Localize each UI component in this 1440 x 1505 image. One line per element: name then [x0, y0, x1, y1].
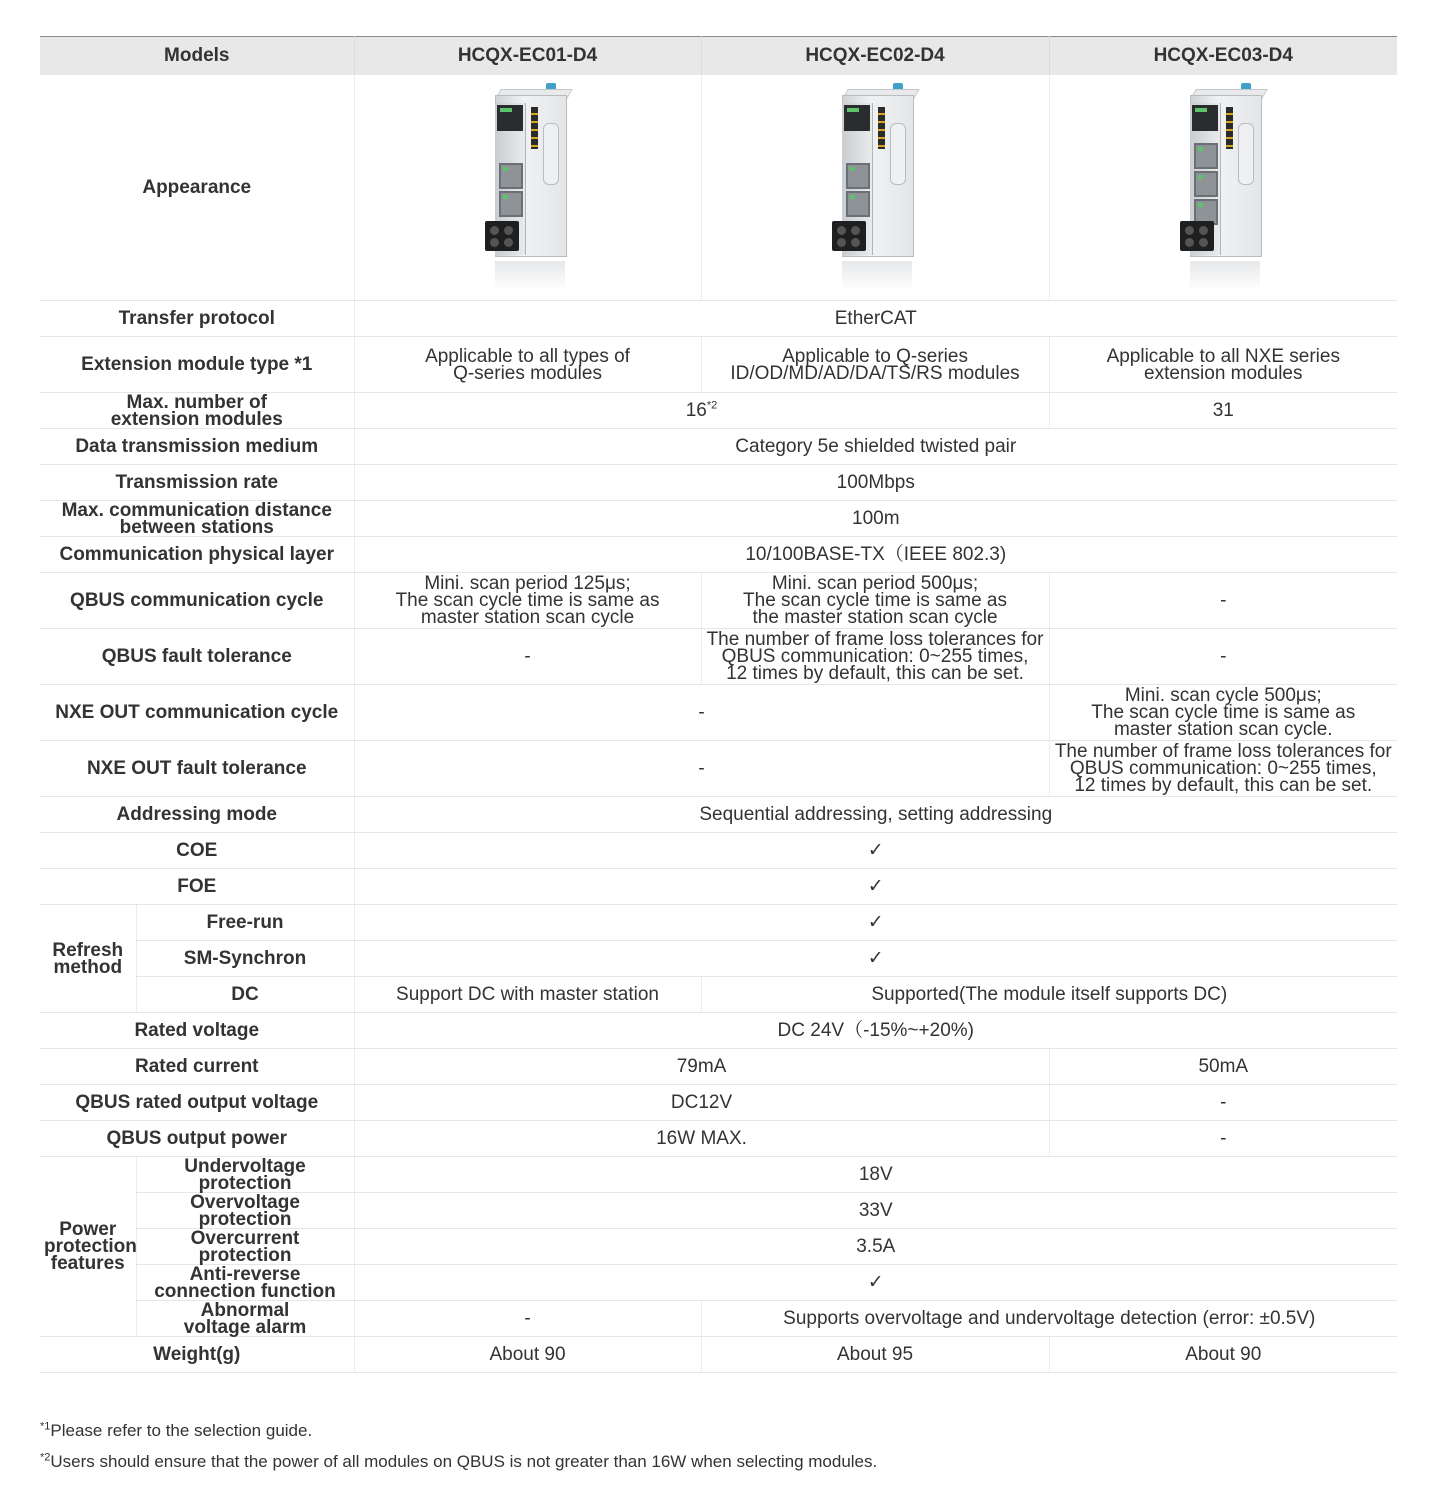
model-2-header: HCQX-EC02-D4 [701, 37, 1049, 75]
row-label: QBUS output power [40, 1121, 354, 1157]
cell-value: 16W MAX. [354, 1121, 1049, 1157]
table-row [40, 833, 1397, 869]
table-row [40, 1013, 1397, 1049]
cell-value: About 90 [354, 1337, 701, 1373]
row-label: Max. communication distance between stations [40, 501, 354, 537]
table-row [40, 1265, 1397, 1301]
cell-value: - [1049, 629, 1397, 685]
cell-value: About 90 [1049, 1337, 1397, 1373]
cell-value: - [1049, 1121, 1397, 1157]
cell-value: Supported(The module itself supports DC) [701, 977, 1397, 1013]
cell-value: Mini. scan cycle 500μs; The scan cycle time is same as master station scan cycle. [1049, 685, 1397, 741]
cell-value: Supports overvoltage and undervoltage detection (error: ±0.5V) [701, 1301, 1397, 1337]
table-row [40, 429, 1397, 465]
row-label: COE [40, 833, 354, 869]
check-icon: ✓ [354, 905, 1397, 941]
cell-value: - [354, 741, 1049, 797]
table-row [40, 629, 1397, 685]
cell-value: 16$^{*2}$ [354, 393, 1049, 429]
row-label: Overvoltage protection [136, 1193, 354, 1229]
cell-value: - [354, 1301, 701, 1337]
cell-value: - [1049, 573, 1397, 629]
table-row [40, 905, 1397, 941]
model-3-header: HCQX-EC03-D4 [1049, 37, 1397, 75]
cell-value: EtherCAT [354, 301, 1397, 337]
table-row [40, 573, 1397, 629]
row-label: QBUS communication cycle [40, 573, 354, 629]
row-label: Anti-reverse connection function [136, 1265, 354, 1301]
table-row [40, 977, 1397, 1013]
table-row [40, 301, 1397, 337]
cell-value: 33V [354, 1193, 1397, 1229]
cell-value: The number of frame loss tolerances for QBUS communication: 0~255 times, 12 times by default, this can be set. [1049, 741, 1397, 797]
check-icon: ✓ [354, 869, 1397, 905]
header-row [40, 37, 1397, 75]
row-label: Abnormal voltage alarm [136, 1301, 354, 1337]
cell-value: 100Mbps [354, 465, 1397, 501]
cell-value: Sequential addressing, setting addressing [354, 797, 1397, 833]
footnotes [40, 1420, 877, 1482]
table-row [40, 465, 1397, 501]
table-row [40, 741, 1397, 797]
power-protection-group-label: Power protection features [40, 1157, 136, 1337]
check-icon: ✓ [354, 833, 1397, 869]
cell-value: Applicable to all NXE series extension modules [1049, 337, 1397, 393]
row-label: NXE OUT communication cycle [40, 685, 354, 741]
table-row [40, 1301, 1397, 1337]
model-1-header: HCQX-EC01-D4 [354, 37, 701, 75]
cell-value: DC 24V（-15%~+20%) [354, 1013, 1397, 1049]
cell-value: Mini. scan period 500μs; The scan cycle time is same as the master station scan cycle [701, 573, 1049, 629]
row-label: DC [136, 977, 354, 1013]
cell-value: - [354, 685, 1049, 741]
row-label: Overcurrent protection [136, 1229, 354, 1265]
row-label: NXE OUT fault tolerance [40, 741, 354, 797]
table-row [40, 869, 1397, 905]
cell-value: About 95 [701, 1337, 1049, 1373]
row-label: QBUS fault tolerance [40, 629, 354, 685]
table-row [40, 393, 1397, 429]
cell-value: - [354, 629, 701, 685]
cell-value: 79mA [354, 1049, 1049, 1085]
cell-value: Category 5e shielded twisted pair [354, 429, 1397, 465]
table-row [40, 537, 1397, 573]
spec-table [40, 36, 1397, 1373]
row-label: QBUS rated output voltage [40, 1085, 354, 1121]
table-row [40, 1193, 1397, 1229]
row-label: Rated voltage [40, 1013, 354, 1049]
check-icon: ✓ [354, 1265, 1397, 1301]
cell-value: Mini. scan period 125μs; The scan cycle time is same as master station scan cycle [354, 573, 701, 629]
row-label: Undervoltage protection [136, 1157, 354, 1193]
product-image-ec02 [701, 75, 1049, 301]
appearance-row [40, 75, 1397, 301]
row-label: Max. number of extension modules [40, 393, 354, 429]
table-row [40, 1157, 1397, 1193]
appearance-label: Appearance [40, 75, 354, 301]
table-row [40, 1049, 1397, 1085]
row-label: Extension module type *1 [40, 337, 354, 393]
row-label: Addressing mode [40, 797, 354, 833]
row-label: SM-Synchron [136, 941, 354, 977]
row-label: Free-run [136, 905, 354, 941]
models-header: Models [40, 37, 354, 75]
row-label: Transmission rate [40, 465, 354, 501]
table-row [40, 1229, 1397, 1265]
cell-value: 50mA [1049, 1049, 1397, 1085]
check-icon: ✓ [354, 941, 1397, 977]
cell-value: 31 [1049, 393, 1397, 429]
table-row [40, 797, 1397, 833]
table-row [40, 337, 1397, 393]
cell-value: The number of frame loss tolerances for QBUS communication: 0~255 times, 12 times by default, this can be set. [701, 629, 1049, 685]
refresh-method-group-label: Refresh method [40, 905, 136, 1013]
table-row [40, 941, 1397, 977]
row-label: Communication physical layer [40, 537, 354, 573]
cell-value: 10/100BASE-TX（IEEE 802.3) [354, 537, 1397, 573]
footnote-mark: *2 [706, 399, 718, 412]
table-row [40, 685, 1397, 741]
table-row [40, 1121, 1397, 1157]
cell-value: Applicable to Q-series ID/OD/MD/AD/DA/TS/RS modules [701, 337, 1049, 393]
row-label: Rated current [40, 1049, 354, 1085]
cell-value: DC12V [354, 1085, 1049, 1121]
row-label: Transfer protocol [40, 301, 354, 337]
row-label: Weight(g) [40, 1337, 354, 1373]
product-image-ec01 [354, 75, 701, 301]
table-row [40, 501, 1397, 537]
footnote-1: $^{*1}$Please refer to the selection guide. [40, 1420, 313, 1440]
row-label: FOE [40, 869, 354, 905]
footnote-2: $^{*2}$Users should ensure that the power of all modules on QBUS is not greater than 16W when selecting modules. [40, 1451, 878, 1471]
cell-value: 18V [354, 1157, 1397, 1193]
cell-value: Applicable to all types of Q-series modules [354, 337, 701, 393]
table-row [40, 1085, 1397, 1121]
row-label: Data transmission medium [40, 429, 354, 465]
table-row [40, 1337, 1397, 1373]
cell-value: 100m [354, 501, 1397, 537]
cell-value: - [1049, 1085, 1397, 1121]
product-image-ec03 [1049, 75, 1397, 301]
cell-value: Support DC with master station [354, 977, 701, 1013]
cell-value: 3.5A [354, 1229, 1397, 1265]
